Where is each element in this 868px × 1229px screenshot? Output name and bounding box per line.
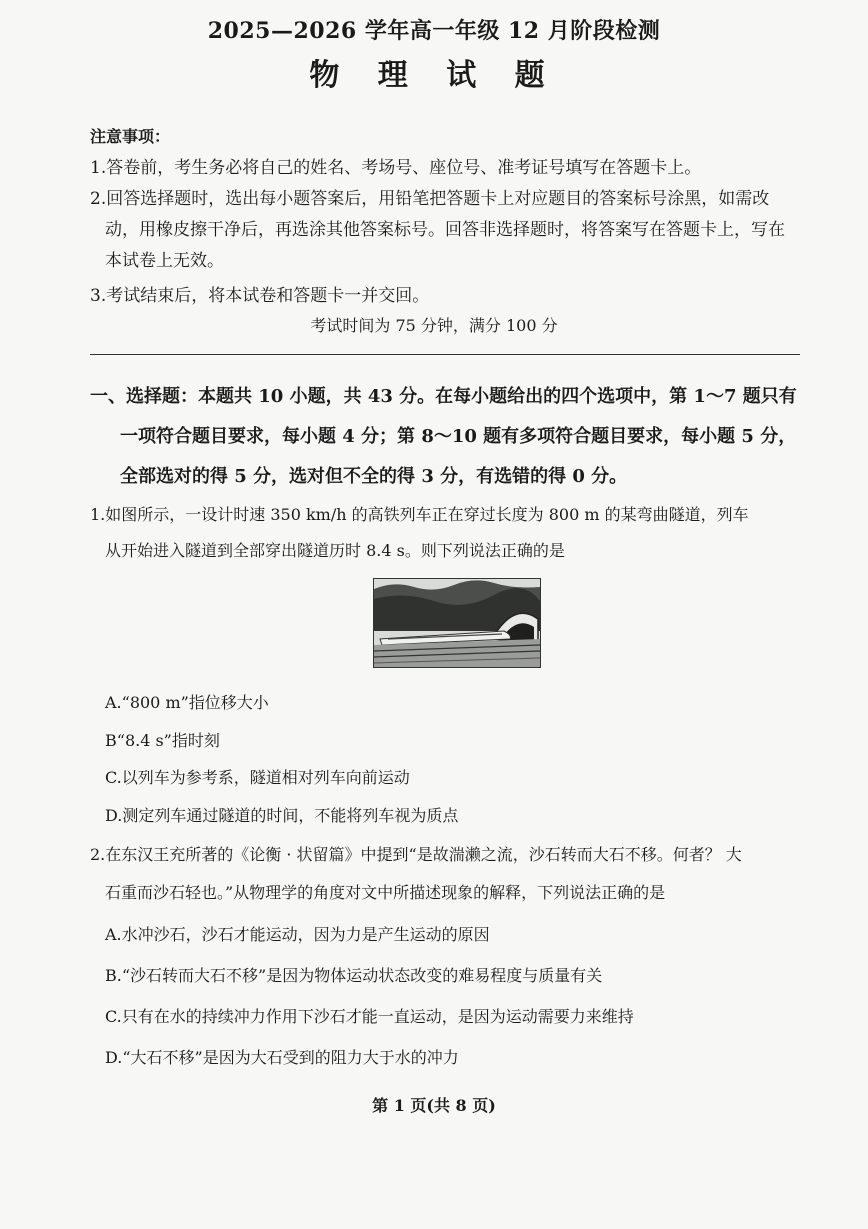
section-heading: 一、选择题：本题共 10 小题，共 43 分。在每小题给出的四个选项中，第 1～7 题只有 [90,386,797,407]
train-tunnel-illustration [374,579,540,667]
question-stem: 1.如图所示，一设计时速 350 km/h 的高铁列车正在穿过长度为 800 m 的某弯曲隧道，列车 [90,505,749,524]
notice-item: 3.考试结束后，将本试卷和答题卡一并交回。 [90,286,430,306]
question-stem: 石重而沙石轻也。”从物理学的角度对文中所描述现象的解释，下列说法正确的是 [105,883,666,902]
option: C.只有在水的持续冲力作用下沙石才能一直运动，是因为运动需要力来维持 [105,1007,634,1026]
notice-item: 本试卷上无效。 [105,251,224,271]
notice-title: 注意事项： [90,127,171,146]
option: B.“沙石转而大石不移”是因为物体运动状态改变的难易程度与质量有关 [105,966,603,985]
divider [90,354,800,355]
question-stem: 从开始进入隧道到全部穿出隧道历时 8.4 s。则下列说法正确的是 [105,541,565,560]
section-heading: 全部选对的得 5 分，选对但不全的得 3 分，有选错的得 0 分。 [120,466,628,487]
page-number: 第 1 页(共 8 页) [372,1096,496,1115]
question-stem: 2.在东汉王充所著的《论衡 · 状留篇》中提到“是故湍濑之流，沙石转而大石不移。何者？ 大 [90,845,742,864]
section-heading: 一项符合题目要求，每小题 4 分；第 8～10 题有多项符合题目要求，每小题 5 分， [120,426,797,447]
notice-item: 1.答卷前，考生务必将自己的姓名、考场号、座位号、准考证号填写在答题卡上。 [90,158,702,178]
option: C.以列车为参考系，隧道相对列车向前运动 [105,768,410,787]
option: D.测定列车通过隧道的时间，不能将列车视为质点 [105,806,459,825]
notice-item: 2.回答选择题时，选出每小题答案后，用铅笔把答题卡上对应题目的答案标号涂黑，如需改 [90,189,770,209]
option: B“8.4 s”指时刻 [105,731,220,750]
option: A.水冲沙石，沙石才能运动，因为力是产生运动的原因 [105,925,490,944]
option: D.“大石不移”是因为大石受到的阻力大于水的冲力 [105,1048,459,1067]
exam-header: 2025—2026 学年高一年级 12 月阶段检测 [207,18,661,44]
notice-item: 动，用橡皮擦干净后，再选涂其他答案标号。回答非选择题时，将答案写在答题卡上，写在 [105,220,785,240]
page-title: 物 理 试 题 [309,58,559,93]
option: A.“800 m”指位移大小 [105,693,269,712]
train-tunnel-image [373,578,541,668]
exam-time: 考试时间为 75 分钟，满分 100 分 [310,316,558,335]
